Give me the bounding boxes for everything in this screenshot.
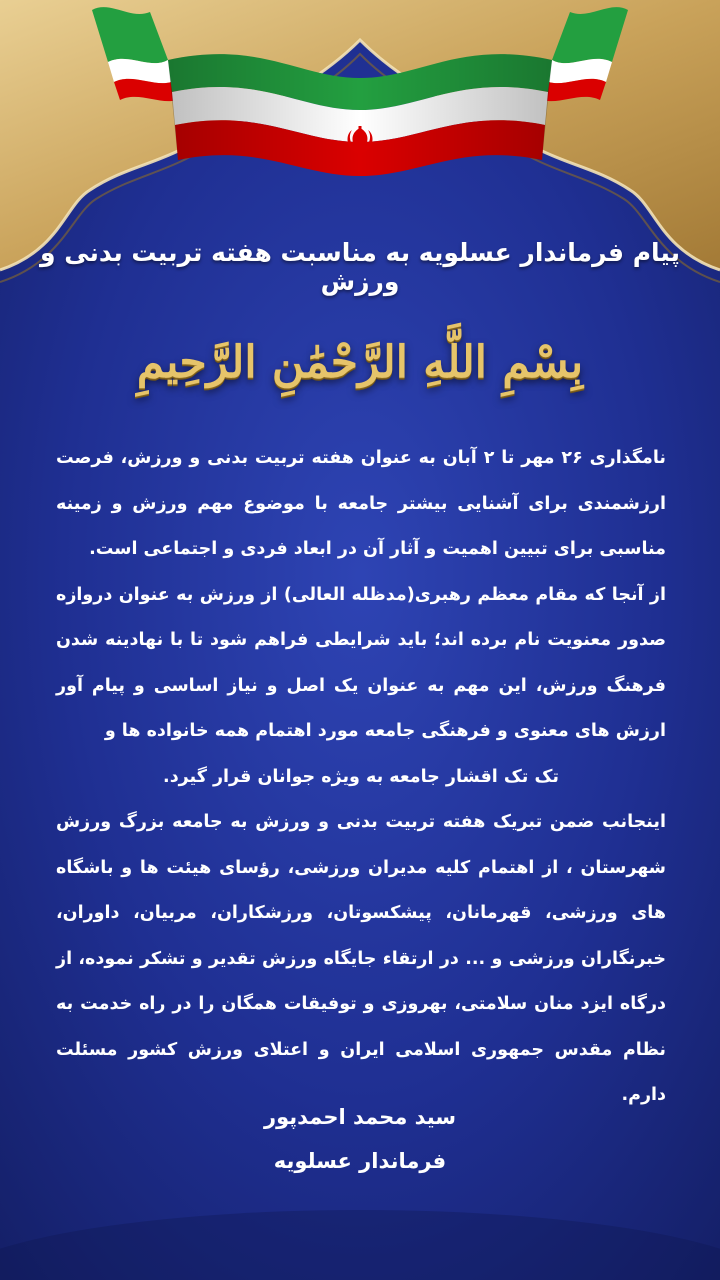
message-paragraph: نامگذاری ۲۶ مهر تا ۲ آبان به عنوان هفته تربیت بدنی و ورزش، فرصت ارزشمندی برای آشنایی بیشتر جامعه با موضوع مهم ورزش و زمینه مناسبی برای تبیین اهمیت و آثار آن در ابعاد فردی و اجتماعی است. [56,448,667,559]
bismillah-calligraphy: بِسْمِ اللَّهِ الرَّحْمَٰنِ الرَّحِيمِ [136,336,584,388]
signature-role: فرماندار عسلویه [273,1149,447,1173]
message-paragraph: اینجانب ضمن تبریک هفته تربیت بدنی و ورزش به جامعه بزرگ ورزش شهرستان ، از اهتمام کلیه مدیران ورزشی، رؤسای هیئت ها و باشگاه های ورزشی، قهرمانان، پیشکسوتان، ورزشکاران، مربیان، داوران، خبرنگاران ورزشی و ... در ارتقاء جایگاه ورزش تقدیر و تشکر نموده، از درگاه ایزد منان سلامتی، بهروزی و توفیقات همگان را در راه خدمت به نظام مقدس جمهوری اسلامی ایران و اعتلای ورزش کشور مسئلت دارم. [56,812,666,1105]
message-paragraph: تک تک اقشار جامعه به ویژه جوانان قرار گیرد. [163,766,559,787]
message-body [56,436,666,1119]
message-paragraph: از آنجا که مقام معظم رهبری(مدظله العالی) از ورزش به عنوان دروازه صدور معنویت نام برده اند؛ باید شرایطی فراهم شود تا با نهادینه شدن فرهنگ ورزش، این مهم به عنوان یک اصل و نیاز اساسی و پیام آور ارزش های معنوی و فرهنگی جامعه مورد اهتمام همه خانواده ها و [56,584,666,741]
page-title: پیام فرماندار عسلویه به مناسبت هفته تربیت بدنی و ورزش [39,238,681,296]
signature-name: سید محمد احمدپور [263,1105,456,1129]
signature-block [0,1095,720,1183]
